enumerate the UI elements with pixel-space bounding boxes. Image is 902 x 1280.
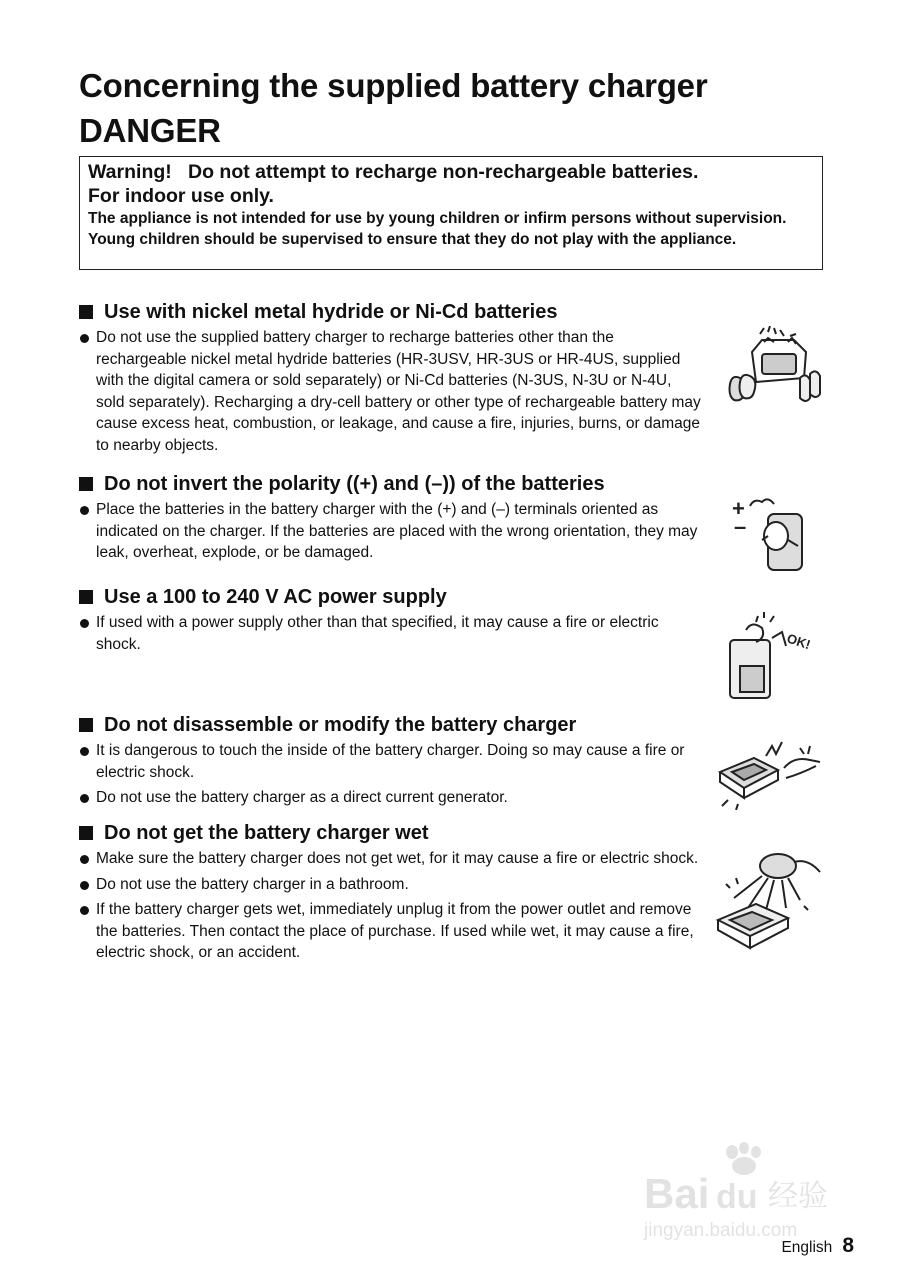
square-bullet-icon [79, 826, 93, 840]
section-heading-text: Do not disassemble or modify the battery charger [104, 714, 577, 736]
bullet-dot-icon [80, 747, 89, 756]
ok-label-text: OK! [785, 630, 813, 653]
power-supply-ok-illustration-icon [726, 612, 818, 702]
footer-language: English [781, 1239, 833, 1256]
section-heading [79, 585, 447, 609]
warning-line-3: The appliance is not intended for use by young children or infirm persons without supervision. [88, 210, 787, 227]
list-item: Do not use the battery charger in a bathroom. [79, 874, 701, 896]
square-bullet-icon [79, 477, 93, 491]
disassemble-illustration-icon [714, 738, 822, 810]
warning-line-4: Young children should be supervised to ensure that they do not play with the appliance. [88, 231, 737, 248]
page-title: Concerning the supplied battery charger [79, 67, 708, 104]
bullet-dot-icon [80, 506, 89, 515]
section-heading-text: Do not invert the polarity ((+) and (–)) of the batteries [104, 473, 605, 495]
list-item: If used with a power supply other than that specified, it may cause a fire or electric shock. [79, 612, 701, 655]
bullet-dot-icon [80, 794, 89, 803]
watermark-brand-suffix: du [716, 1178, 758, 1216]
list-item: If the battery charger gets wet, immediately unplug it from the power outlet and remove the batteries. Then contact the place of purchase. If used while wet, it may cause a fire, electric shock, or an accident. [79, 899, 701, 964]
bullet-dot-icon [80, 619, 89, 628]
page-footer [781, 1234, 854, 1258]
list-item: Make sure the battery charger does not get wet, for it may cause a fire or electric shock. [79, 848, 701, 870]
bullet-dot-icon [80, 906, 89, 915]
bullet-dot-icon [80, 334, 89, 343]
section-heading-text: Use with nickel metal hydride or Ni-Cd batteries [104, 301, 558, 323]
polarity-illustration-icon [728, 496, 812, 576]
paw-logo-icon [640, 1142, 840, 1242]
baidu-watermark [640, 1142, 840, 1247]
polarity-plus-text: + [732, 496, 745, 521]
list-item: Place the batteries in the battery charger with the (+) and (–) terminals oriented as indicated on the charger. If the batteries are placed with the wrong orientation, they may leak, overheat, explode, or be damaged. [79, 499, 701, 564]
section-heading [79, 713, 576, 737]
wet-charger-illustration-icon [712, 848, 824, 952]
square-bullet-icon [79, 718, 93, 732]
page-number: 8 [842, 1234, 854, 1257]
list-item: It is dangerous to touch the inside of the battery charger. Doing so may cause a fire or electric shock. [79, 740, 701, 783]
charger-batteries-illustration-icon [722, 326, 822, 406]
bullet-list [79, 848, 701, 968]
section-heading-text: Do not get the battery charger wet [104, 822, 429, 844]
section-heading [79, 472, 605, 496]
bullet-list [79, 740, 701, 813]
warning-line-1: Warning! Do not attempt to recharge non-rechargeable batteries. [88, 161, 699, 183]
section-heading-text: Use a 100 to 240 V AC power supply [104, 586, 447, 608]
watermark-brand: Bai [644, 1170, 710, 1217]
square-bullet-icon [79, 305, 93, 319]
bullet-dot-icon [80, 881, 89, 890]
bullet-list [79, 327, 701, 461]
watermark-cn-text: 经验 [768, 1179, 828, 1214]
square-bullet-icon [79, 590, 93, 604]
bullet-list [79, 499, 701, 568]
polarity-minus-text: – [734, 514, 747, 539]
section-heading [79, 821, 429, 845]
bullet-list [79, 612, 701, 659]
list-item: Do not use the battery charger as a direct current generator. [79, 787, 701, 809]
warning-box [79, 156, 823, 270]
bullet-dot-icon [80, 855, 89, 864]
warning-line-2: For indoor use only. [88, 185, 274, 207]
danger-heading: DANGER [79, 112, 221, 149]
list-item: Do not use the supplied battery charger to recharge batteries other than the rechargeable nickel metal hydride batteries (HR-3USV, HR-3US or HR-4US, supplied with the digital camera or sold separately) or Ni-Cd batteries (N-3US, N-3U or N-4U, sold separately). Recharging a dry-cell battery or other type of rechargeable battery may cause excess heat, combustion, or leakage, and cause a fire, injuries, burns, or damage to nearby objects. [79, 327, 701, 457]
watermark-url: jingyan.baidu.com [644, 1220, 798, 1241]
section-heading [79, 300, 557, 324]
